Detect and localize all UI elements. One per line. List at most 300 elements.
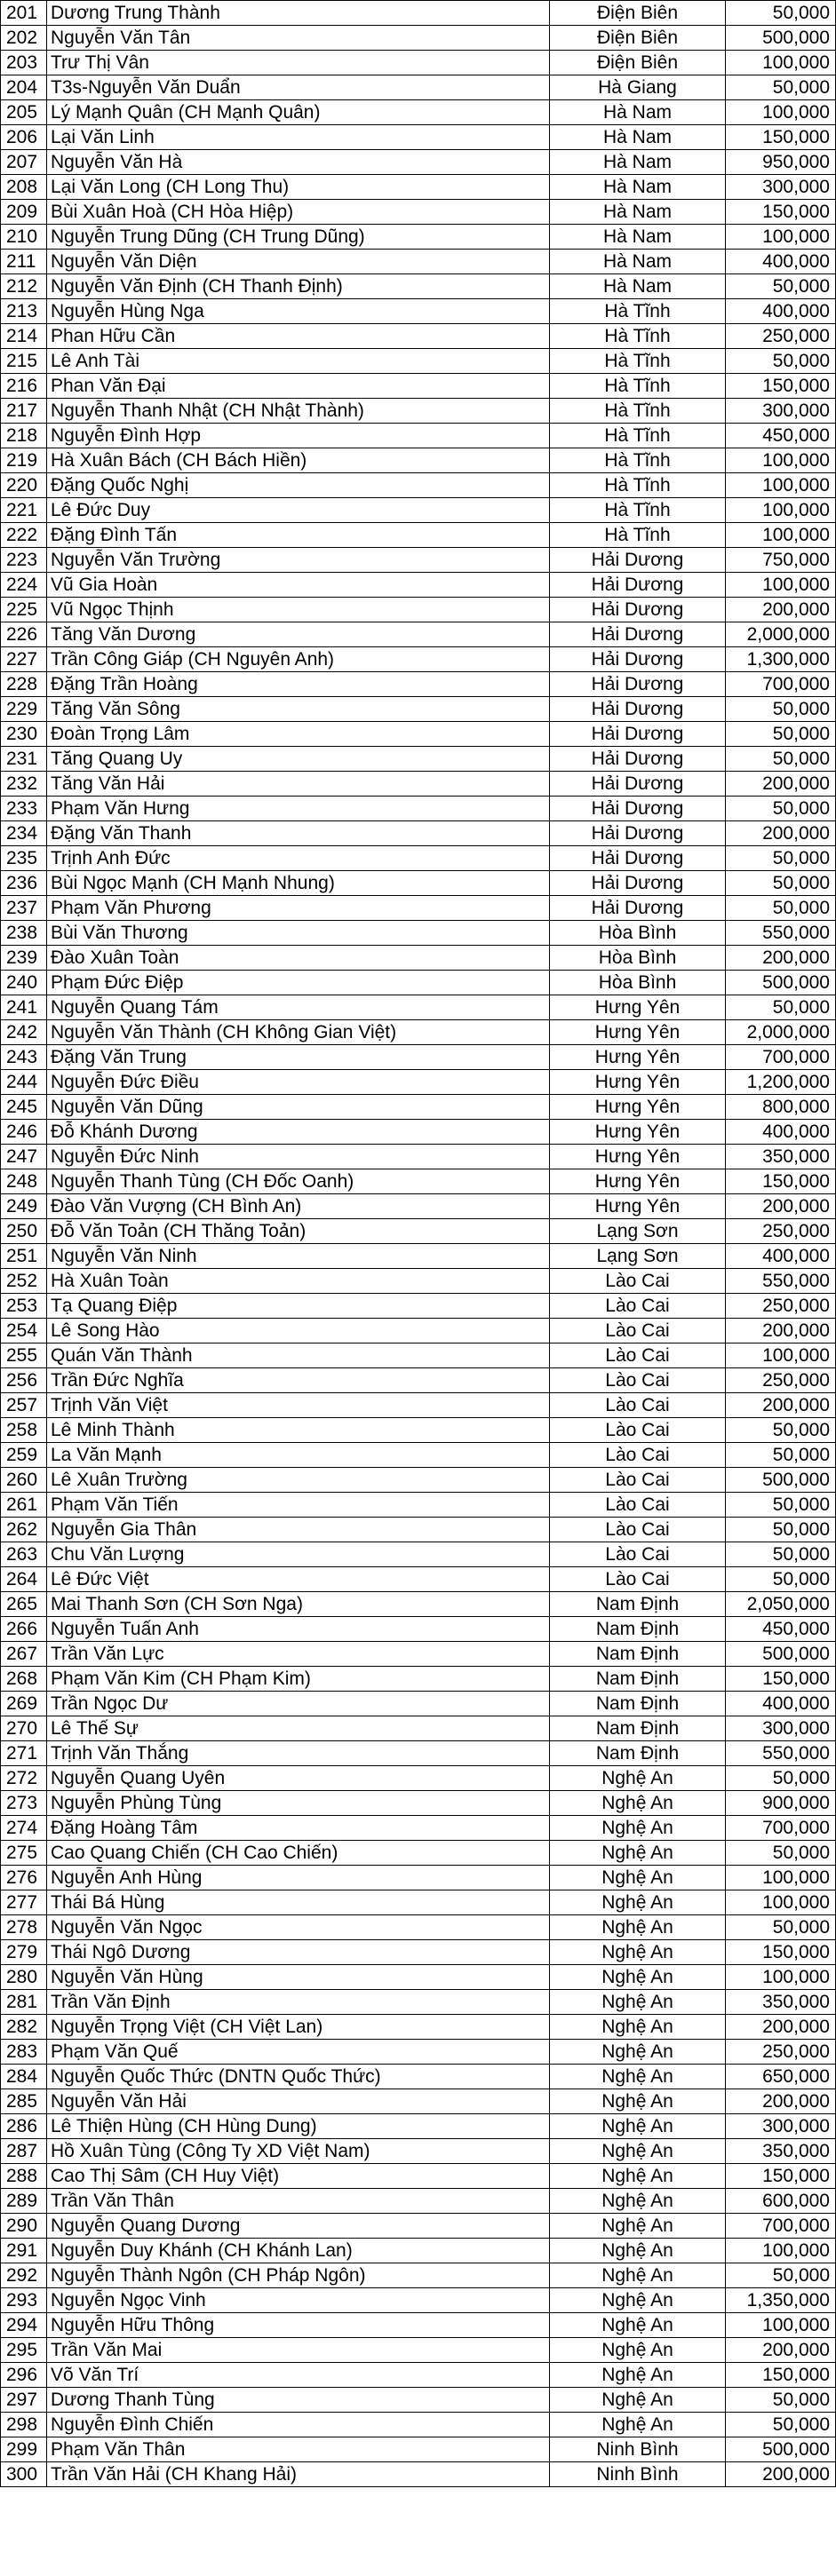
row-province: Hà Nam [550,274,726,299]
row-province: Hưng Yên [550,1145,726,1169]
table-row [1,324,836,349]
row-province: Hà Tĩnh [550,299,726,324]
row-number: 263 [1,1542,47,1567]
table-row [1,747,836,772]
row-name: Nguyễn Văn Ngọc [47,1915,550,1940]
row-amount: 350,000 [726,1145,836,1169]
row-province: Hà Tĩnh [550,324,726,349]
row-amount: 300,000 [726,2114,836,2139]
row-number: 207 [1,150,47,175]
row-number: 228 [1,672,47,697]
table-row [1,1642,836,1667]
row-number: 231 [1,747,47,772]
row-amount: 50,000 [726,1443,836,1468]
row-province: Nghệ An [550,2338,726,2363]
row-amount: 100,000 [726,1343,836,1368]
row-amount: 100,000 [726,573,836,598]
row-amount: 50,000 [726,1567,836,1592]
table-row [1,1020,836,1045]
row-name: Nguyễn Đình Chiến [47,2413,550,2437]
row-amount: 400,000 [726,250,836,274]
row-amount: 500,000 [726,1468,836,1493]
row-number: 300 [1,2462,47,2487]
row-province: Nghệ An [550,2288,726,2313]
row-amount: 50,000 [726,1915,836,1940]
row-province: Hải Dương [550,697,726,722]
row-name: Nguyễn Trung Dũng (CH Trung Dũng) [47,225,550,250]
row-amount: 50,000 [726,1,836,26]
row-number: 292 [1,2263,47,2288]
table-row [1,1716,836,1741]
row-province: Nam Định [550,1716,726,1741]
row-province: Lào Cai [550,1319,726,1343]
row-province: Nam Định [550,1667,726,1692]
table-row [1,498,836,523]
row-province: Lạng Sơn [550,1219,726,1244]
row-amount: 300,000 [726,399,836,424]
table-row [1,2413,836,2437]
row-number: 276 [1,1866,47,1890]
row-number: 235 [1,846,47,871]
table-row [1,2313,836,2338]
table-row [1,1468,836,1493]
row-amount: 650,000 [726,2065,836,2089]
table-row [1,2040,836,2065]
row-province: Hưng Yên [550,1070,726,1095]
row-amount: 550,000 [726,921,836,946]
row-name: Nguyễn Văn Dũng [47,1095,550,1120]
row-name: Nguyễn Ngọc Vinh [47,2288,550,2313]
row-number: 242 [1,1020,47,1045]
row-number: 297 [1,2388,47,2413]
row-name: Cao Thị Sâm (CH Huy Việt) [47,2164,550,2189]
row-amount: 500,000 [726,971,836,995]
row-name: Tạ Quang Điệp [47,1294,550,1319]
row-amount: 2,050,000 [726,1592,836,1617]
table-row [1,1965,836,1990]
row-amount: 450,000 [726,424,836,448]
table-row [1,1443,836,1468]
row-province: Hải Dương [550,871,726,896]
table-row [1,1692,836,1716]
row-number: 230 [1,722,47,747]
row-province: Lào Cai [550,1393,726,1418]
table-row [1,374,836,399]
row-number: 286 [1,2114,47,2139]
row-province: Hưng Yên [550,1095,726,1120]
row-amount: 250,000 [726,1294,836,1319]
table-row [1,921,836,946]
row-province: Hải Dương [550,797,726,821]
row-amount: 100,000 [726,523,836,548]
row-number: 272 [1,1766,47,1791]
row-amount: 300,000 [726,1716,836,1741]
table-row [1,1990,836,2015]
table-row [1,1368,836,1393]
table-row [1,349,836,374]
table-row [1,2065,836,2089]
row-name: Nguyễn Văn Hùng [47,1965,550,1990]
row-number: 256 [1,1368,47,1393]
row-name: Đào Văn Vượng (CH Bình An) [47,1194,550,1219]
row-number: 271 [1,1741,47,1766]
row-number: 202 [1,26,47,51]
row-number: 253 [1,1294,47,1319]
row-amount: 750,000 [726,548,836,573]
row-amount: 50,000 [726,1518,836,1542]
row-number: 258 [1,1418,47,1443]
row-number: 234 [1,821,47,846]
row-number: 216 [1,374,47,399]
row-province: Hải Dương [550,647,726,672]
table-row [1,622,836,647]
row-number: 261 [1,1493,47,1518]
row-name: Quán Văn Thành [47,1343,550,1368]
row-name: Nguyễn Trọng Việt (CH Việt Lan) [47,2015,550,2040]
row-name: Bùi Văn Thương [47,921,550,946]
row-amount: 250,000 [726,2040,836,2065]
table-row [1,1045,836,1070]
table-row [1,424,836,448]
row-province: Hà Tĩnh [550,498,726,523]
table-row [1,2189,836,2214]
row-number: 287 [1,2139,47,2164]
row-name: Phạm Văn Thân [47,2437,550,2462]
row-amount: 250,000 [726,324,836,349]
row-province: Lào Cai [550,1294,726,1319]
row-name: Trần Văn Mai [47,2338,550,2363]
row-amount: 2,000,000 [726,1020,836,1045]
row-number: 214 [1,324,47,349]
row-number: 291 [1,2239,47,2263]
row-number: 280 [1,1965,47,1990]
row-number: 264 [1,1567,47,1592]
table-body [1,1,836,2487]
row-number: 289 [1,2189,47,2214]
row-name: Thái Bá Hùng [47,1890,550,1915]
row-number: 208 [1,175,47,200]
row-name: Lê Anh Tài [47,349,550,374]
row-amount: 200,000 [726,1319,836,1343]
row-number: 249 [1,1194,47,1219]
row-province: Lào Cai [550,1493,726,1518]
row-amount: 50,000 [726,349,836,374]
row-name: Tăng Văn Sông [47,697,550,722]
table-row [1,448,836,473]
row-amount: 100,000 [726,498,836,523]
row-number: 211 [1,250,47,274]
row-name: Đặng Trần Hoàng [47,672,550,697]
row-amount: 900,000 [726,1791,836,1816]
row-amount: 450,000 [726,1617,836,1642]
row-name: Phạm Văn Phương [47,896,550,921]
row-province: Nghệ An [550,2313,726,2338]
row-number: 252 [1,1269,47,1294]
row-amount: 150,000 [726,125,836,150]
table-row [1,1866,836,1890]
row-number: 246 [1,1120,47,1145]
row-name: Nguyễn Đức Điều [47,1070,550,1095]
row-number: 213 [1,299,47,324]
row-province: Hưng Yên [550,1045,726,1070]
row-amount: 250,000 [726,1219,836,1244]
table-row [1,75,836,100]
row-name: Trần Ngọc Dư [47,1692,550,1716]
row-amount: 100,000 [726,1890,836,1915]
row-amount: 150,000 [726,1169,836,1194]
table-row [1,573,836,598]
row-name: Vũ Ngọc Thịnh [47,598,550,622]
row-amount: 100,000 [726,225,836,250]
row-name: Tăng Văn Dương [47,622,550,647]
row-name: Lại Văn Long (CH Long Thu) [47,175,550,200]
row-name: Nguyễn Thanh Nhật (CH Nhật Thành) [47,399,550,424]
row-number: 244 [1,1070,47,1095]
row-name: Nguyễn Văn Hải [47,2089,550,2114]
row-province: Nam Định [550,1617,726,1642]
row-province: Hà Tĩnh [550,448,726,473]
table-row [1,2015,836,2040]
table-row [1,1567,836,1592]
table-row [1,1816,836,1841]
row-number: 209 [1,200,47,225]
row-province: Hải Dương [550,722,726,747]
row-name: Đào Xuân Toàn [47,946,550,971]
table-row [1,1269,836,1294]
row-province: Hải Dương [550,548,726,573]
row-amount: 200,000 [726,946,836,971]
row-amount: 200,000 [726,1194,836,1219]
row-name: Đặng Quốc Nghị [47,473,550,498]
table-row [1,225,836,250]
row-province: Lào Cai [550,1269,726,1294]
row-name: Hồ Xuân Tùng (Công Ty XD Việt Nam) [47,2139,550,2164]
row-amount: 100,000 [726,448,836,473]
row-number: 221 [1,498,47,523]
table-row [1,2338,836,2363]
table-row [1,26,836,51]
row-number: 237 [1,896,47,921]
row-name: Nguyễn Quang Uyên [47,1766,550,1791]
row-province: Nghệ An [550,2065,726,2089]
row-amount: 200,000 [726,821,836,846]
row-name: Nguyễn Hùng Nga [47,299,550,324]
row-province: Nghệ An [550,1791,726,1816]
row-name: Đỗ Văn Toản (CH Thăng Toản) [47,1219,550,1244]
row-amount: 50,000 [726,797,836,821]
row-name: Phạm Đức Điệp [47,971,550,995]
row-number: 294 [1,2313,47,2338]
row-amount: 50,000 [726,846,836,871]
row-name: Thái Ngô Dương [47,1940,550,1965]
row-amount: 150,000 [726,2363,836,2388]
row-amount: 550,000 [726,1269,836,1294]
row-province: Điện Biên [550,51,726,75]
row-amount: 100,000 [726,1965,836,1990]
table-row [1,2089,836,2114]
table-row [1,1667,836,1692]
row-name: Nguyễn Đình Hợp [47,424,550,448]
row-name: Nguyễn Văn Diện [47,250,550,274]
row-province: Hưng Yên [550,1020,726,1045]
row-name: Lê Đức Duy [47,498,550,523]
table-row [1,1741,836,1766]
row-amount: 50,000 [726,2413,836,2437]
row-province: Hưng Yên [550,995,726,1020]
table-row [1,1219,836,1244]
row-number: 236 [1,871,47,896]
table-row [1,523,836,548]
table-row [1,1418,836,1443]
row-number: 220 [1,473,47,498]
row-number: 283 [1,2040,47,2065]
row-name: Trư Thị Vân [47,51,550,75]
table-row [1,1915,836,1940]
row-name: Nguyễn Đức Ninh [47,1145,550,1169]
row-number: 224 [1,573,47,598]
table-row [1,473,836,498]
row-name: Hà Xuân Bách (CH Bách Hiền) [47,448,550,473]
table-row [1,2239,836,2263]
row-province: Lào Cai [550,1567,726,1592]
table-row [1,150,836,175]
row-amount: 700,000 [726,672,836,697]
table-row [1,200,836,225]
row-name: Đặng Văn Thanh [47,821,550,846]
row-province: Lào Cai [550,1542,726,1567]
row-number: 285 [1,2089,47,2114]
row-name: Trịnh Văn Thắng [47,1741,550,1766]
row-amount: 500,000 [726,2437,836,2462]
table-row [1,1294,836,1319]
row-amount: 150,000 [726,2164,836,2189]
row-province: Lào Cai [550,1418,726,1443]
row-number: 293 [1,2288,47,2313]
row-amount: 50,000 [726,697,836,722]
row-name: Lê Đức Việt [47,1567,550,1592]
row-name: Dương Trung Thành [47,1,550,26]
row-amount: 700,000 [726,2214,836,2239]
row-amount: 200,000 [726,1393,836,1418]
row-name: Phạm Văn Hưng [47,797,550,821]
table-row [1,772,836,797]
row-name: Lê Xuân Trường [47,1468,550,1493]
row-name: Nguyễn Gia Thân [47,1518,550,1542]
row-province: Nghệ An [550,2363,726,2388]
row-province: Nghệ An [550,1915,726,1940]
row-number: 282 [1,2015,47,2040]
row-number: 269 [1,1692,47,1716]
row-amount: 300,000 [726,175,836,200]
row-province: Nghệ An [550,2164,726,2189]
row-amount: 600,000 [726,2189,836,2214]
row-name: Nguyễn Văn Trường [47,548,550,573]
table-row [1,797,836,821]
row-name: Mai Thanh Sơn (CH Sơn Nga) [47,1592,550,1617]
row-name: T3s-Nguyễn Văn Duẩn [47,75,550,100]
row-amount: 50,000 [726,871,836,896]
row-number: 275 [1,1841,47,1866]
table-row [1,1169,836,1194]
row-name: Nguyễn Văn Thành (CH Không Gian Việt) [47,1020,550,1045]
row-province: Nghệ An [550,2413,726,2437]
row-amount: 100,000 [726,100,836,125]
row-province: Hà Nam [550,225,726,250]
table-row [1,946,836,971]
row-province: Nghệ An [550,2114,726,2139]
row-province: Hà Nam [550,250,726,274]
row-name: Chu Văn Lượng [47,1542,550,1567]
row-province: Hải Dương [550,747,726,772]
row-amount: 550,000 [726,1741,836,1766]
table-row [1,1766,836,1791]
table-row [1,250,836,274]
table-row [1,598,836,622]
row-amount: 2,000,000 [726,622,836,647]
row-number: 223 [1,548,47,573]
row-province: Nghệ An [550,2388,726,2413]
row-number: 222 [1,523,47,548]
row-province: Nghệ An [550,2015,726,2040]
row-amount: 400,000 [726,1244,836,1269]
row-number: 215 [1,349,47,374]
table-row [1,548,836,573]
row-province: Lào Cai [550,1343,726,1368]
row-amount: 250,000 [726,1368,836,1393]
row-name: Nguyễn Thanh Tùng (CH Đốc Oanh) [47,1169,550,1194]
row-number: 241 [1,995,47,1020]
row-number: 227 [1,647,47,672]
row-number: 206 [1,125,47,150]
row-amount: 50,000 [726,722,836,747]
row-province: Nghệ An [550,2040,726,2065]
row-amount: 100,000 [726,2313,836,2338]
table-row [1,1095,836,1120]
table-row [1,1791,836,1816]
table-row [1,2363,836,2388]
row-number: 270 [1,1716,47,1741]
table-row [1,1244,836,1269]
row-province: Hòa Bình [550,921,726,946]
row-province: Nghệ An [550,2263,726,2288]
row-amount: 400,000 [726,1692,836,1716]
row-name: Trần Công Giáp (CH Nguyên Anh) [47,647,550,672]
table-row [1,871,836,896]
row-name: Nguyễn Văn Định (CH Thanh Định) [47,274,550,299]
table-row [1,647,836,672]
row-number: 229 [1,697,47,722]
row-name: Bùi Xuân Hoà (CH Hòa Hiệp) [47,200,550,225]
row-province: Nghệ An [550,1866,726,1890]
row-province: Hà Tĩnh [550,374,726,399]
row-number: 238 [1,921,47,946]
row-name: Lê Song Hào [47,1319,550,1343]
row-amount: 500,000 [726,26,836,51]
row-amount: 50,000 [726,747,836,772]
table-row [1,51,836,75]
row-province: Nghệ An [550,1890,726,1915]
row-name: Phan Văn Đại [47,374,550,399]
row-name: Dương Thanh Tùng [47,2388,550,2413]
row-amount: 350,000 [726,2139,836,2164]
table-row [1,1890,836,1915]
row-province: Hà Tĩnh [550,424,726,448]
row-province: Hà Tĩnh [550,473,726,498]
row-province: Nghệ An [550,2214,726,2239]
row-amount: 50,000 [726,1493,836,1518]
row-name: Phạm Văn Quế [47,2040,550,2065]
row-amount: 50,000 [726,2388,836,2413]
